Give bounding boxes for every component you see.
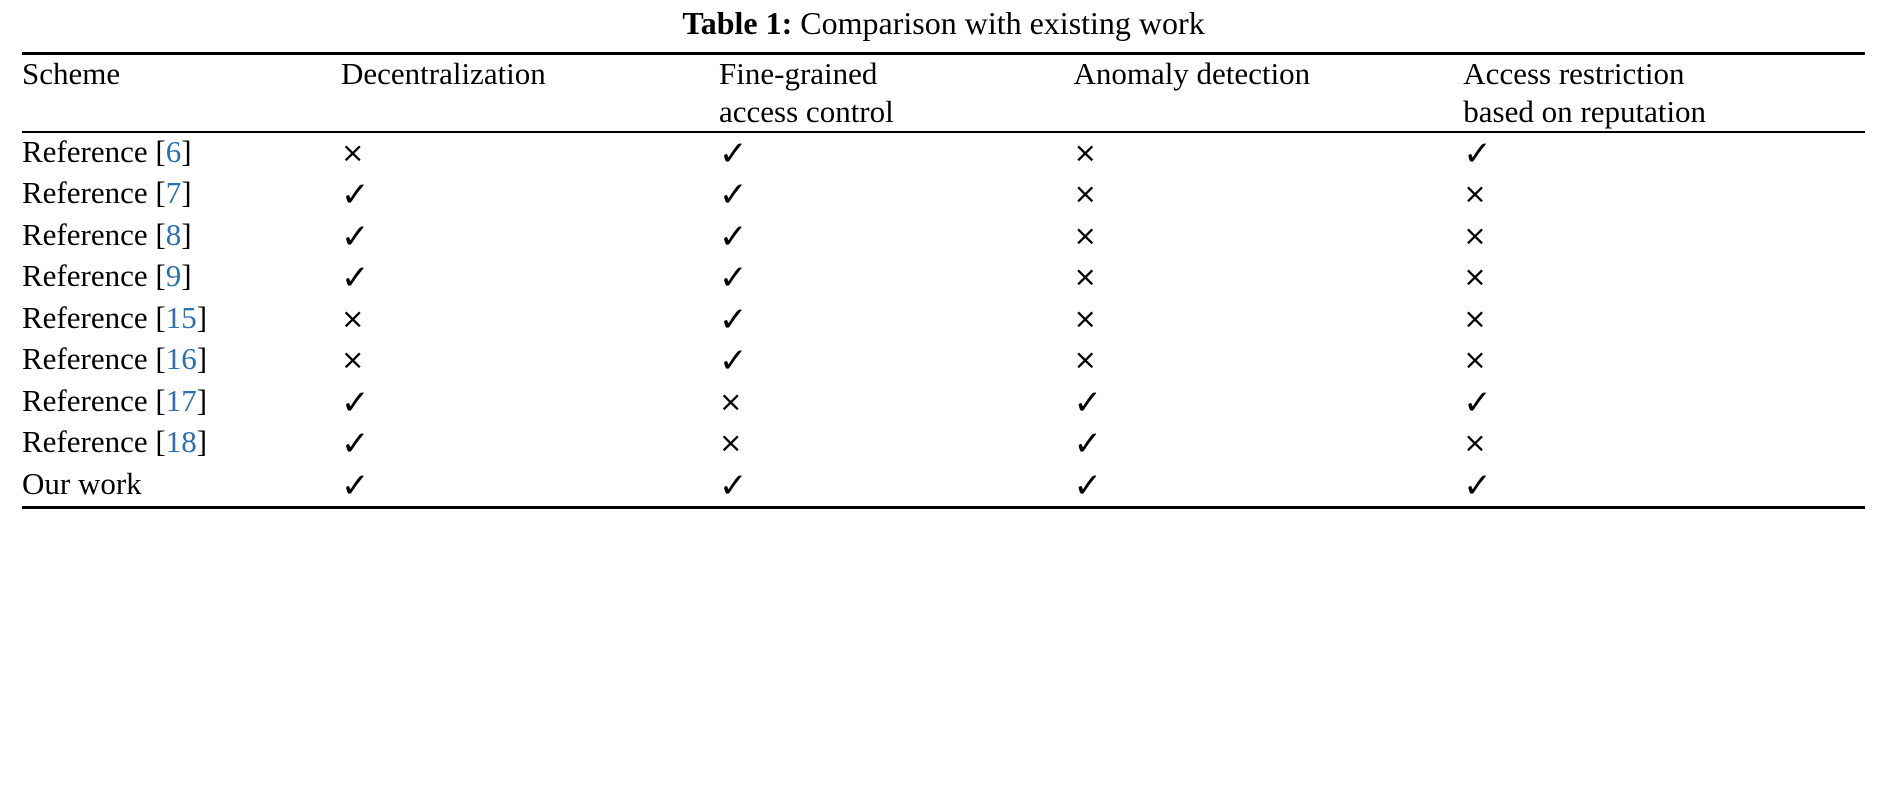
reference-label-prefix: Reference [: [22, 424, 166, 460]
table-row: [22, 133, 1865, 174]
comparison-table: [22, 52, 1865, 509]
reference-label-suffix: ]: [196, 382, 208, 418]
cell-fine-grained: [719, 465, 1073, 508]
column-header-scheme: [22, 55, 341, 132]
cross-icon: ×: [719, 426, 743, 460]
table-caption: [22, 0, 1865, 52]
cell-anomaly: [1073, 216, 1463, 257]
check-icon: ✓: [340, 175, 370, 216]
reference-citation-number[interactable]: 17: [165, 382, 197, 418]
column-header-fine-grained-line1: Fine-grained: [719, 56, 878, 92]
cell-anomaly: [1073, 133, 1463, 174]
cell-anomaly: [1073, 423, 1463, 464]
check-icon: ✓: [719, 465, 748, 506]
column-header-anomaly-detection: [1073, 55, 1463, 132]
cross-icon: ×: [1073, 218, 1097, 252]
table-header-row: [22, 55, 1865, 132]
table-body: [22, 133, 1865, 509]
cell-scheme: [22, 299, 341, 340]
cross-icon: ×: [340, 343, 365, 377]
cell-access-restriction: [1463, 257, 1865, 298]
reference-label-suffix: ]: [181, 134, 192, 170]
table-caption-label: Table 1:: [682, 5, 793, 41]
reference-label-prefix: Reference [: [22, 299, 166, 335]
cross-icon: ×: [1463, 301, 1487, 335]
check-icon: ✓: [340, 216, 370, 257]
cell-access-restriction: [1463, 133, 1865, 174]
cell-scheme: [22, 216, 341, 257]
check-icon: ✓: [1463, 465, 1492, 506]
cell-decentralization: [341, 382, 719, 423]
cell-scheme: [22, 257, 341, 298]
cell-anomaly: [1073, 340, 1463, 381]
cell-fine-grained: [719, 257, 1073, 298]
check-icon: ✓: [719, 299, 748, 340]
cross-icon: ×: [1073, 177, 1097, 211]
cell-access-restriction: [1463, 299, 1865, 340]
reference-label-prefix: Reference [: [22, 216, 166, 252]
reference-label-prefix: Reference [: [22, 382, 166, 418]
column-header-fine-grained-access-control: [719, 55, 1073, 132]
check-icon: ✓: [719, 258, 748, 299]
table-row: [22, 257, 1865, 298]
table-row: [22, 216, 1865, 257]
cross-icon: ×: [1073, 136, 1097, 170]
table-row: [22, 382, 1865, 423]
check-icon: ✓: [1073, 465, 1102, 506]
reference-citation-number[interactable]: 15: [165, 299, 197, 335]
reference-label-suffix: ]: [196, 424, 208, 460]
cell-access-restriction: [1463, 174, 1865, 215]
cell-decentralization: [341, 174, 719, 215]
cell-anomaly: [1073, 382, 1463, 423]
cross-icon: ×: [1463, 260, 1487, 294]
cell-decentralization: [341, 465, 719, 508]
column-header-fine-grained-line2: access control: [719, 94, 894, 130]
table-row: [22, 340, 1865, 381]
reference-citation-number[interactable]: 9: [165, 258, 182, 294]
table-head: [22, 54, 1865, 133]
check-icon: ✓: [719, 175, 748, 216]
cross-icon: ×: [340, 136, 365, 170]
cross-icon: ×: [719, 384, 743, 418]
check-icon: ✓: [340, 424, 370, 465]
table-row: [22, 299, 1865, 340]
cell-scheme: [22, 133, 341, 174]
reference-citation-number[interactable]: 6: [165, 134, 182, 170]
cell-fine-grained: [719, 340, 1073, 381]
column-header-access-restriction-line1: Access restriction: [1463, 56, 1685, 92]
cell-fine-grained: [719, 216, 1073, 257]
reference-label-suffix: ]: [181, 175, 192, 211]
check-icon: ✓: [719, 216, 748, 257]
cell-fine-grained: [719, 299, 1073, 340]
column-header-access-restriction-line2: based on reputation: [1463, 94, 1707, 130]
cell-anomaly: [1073, 257, 1463, 298]
check-icon: ✓: [1073, 382, 1102, 423]
column-header-decentralization: [341, 55, 719, 132]
cell-scheme: [22, 340, 341, 381]
check-icon: ✓: [1463, 134, 1492, 175]
our-work-label: Our work: [22, 465, 142, 501]
reference-citation-number[interactable]: 18: [165, 424, 197, 460]
column-header-decentralization-line1: Decentralization: [340, 56, 546, 92]
cell-fine-grained: [719, 133, 1073, 174]
reference-label-prefix: Reference [: [22, 175, 166, 211]
cell-decentralization: [341, 216, 719, 257]
check-icon: ✓: [719, 341, 748, 382]
cell-access-restriction: [1463, 216, 1865, 257]
column-header-scheme-line1: Scheme: [22, 56, 121, 92]
cell-scheme: [22, 174, 341, 215]
check-icon: ✓: [340, 382, 370, 423]
cross-icon: ×: [1463, 426, 1487, 460]
check-icon: ✓: [1073, 424, 1102, 465]
cell-fine-grained: [719, 174, 1073, 215]
column-header-anomaly-line1: Anomaly detection: [1073, 56, 1311, 92]
cell-decentralization: [341, 133, 719, 174]
reference-label-prefix: Reference [: [22, 134, 166, 170]
cross-icon: ×: [1073, 343, 1097, 377]
cell-access-restriction: [1463, 340, 1865, 381]
reference-label-prefix: Reference [: [22, 258, 166, 294]
cross-icon: ×: [1463, 218, 1487, 252]
check-icon: ✓: [719, 134, 748, 175]
cell-anomaly: [1073, 465, 1463, 508]
cell-decentralization: [341, 257, 719, 298]
cell-decentralization: [341, 299, 719, 340]
cross-icon: ×: [1073, 260, 1097, 294]
reference-citation-number[interactable]: 16: [165, 341, 197, 377]
cell-scheme: [22, 465, 341, 508]
table-row: [22, 174, 1865, 215]
reference-label-suffix: ]: [181, 216, 192, 252]
reference-citation-number[interactable]: 8: [165, 216, 182, 252]
cell-access-restriction: [1463, 382, 1865, 423]
reference-citation-number[interactable]: 7: [165, 175, 182, 211]
check-icon: ✓: [340, 465, 370, 506]
cell-anomaly: [1073, 174, 1463, 215]
cell-access-restriction: [1463, 423, 1865, 464]
cross-icon: ×: [340, 301, 365, 335]
table-rule-bottom: [22, 508, 1865, 510]
cell-decentralization: [341, 423, 719, 464]
cell-fine-grained: [719, 382, 1073, 423]
table-caption-text: Comparison with existing work: [800, 5, 1205, 41]
reference-label-prefix: Reference [: [22, 341, 166, 377]
check-icon: ✓: [1463, 382, 1492, 423]
reference-label-suffix: ]: [196, 299, 208, 335]
cross-icon: ×: [1073, 301, 1097, 335]
cross-icon: ×: [1463, 343, 1487, 377]
reference-label-suffix: ]: [196, 341, 208, 377]
cell-anomaly: [1073, 299, 1463, 340]
reference-label-suffix: ]: [181, 258, 192, 294]
cell-scheme: [22, 423, 341, 464]
check-icon: ✓: [340, 258, 370, 299]
table-row: [22, 465, 1865, 508]
cell-decentralization: [341, 340, 719, 381]
cross-icon: ×: [1463, 177, 1487, 211]
cell-fine-grained: [719, 423, 1073, 464]
cell-access-restriction: [1463, 465, 1865, 508]
cell-scheme: [22, 382, 341, 423]
column-header-access-restriction: [1463, 55, 1865, 132]
table-row: [22, 423, 1865, 464]
